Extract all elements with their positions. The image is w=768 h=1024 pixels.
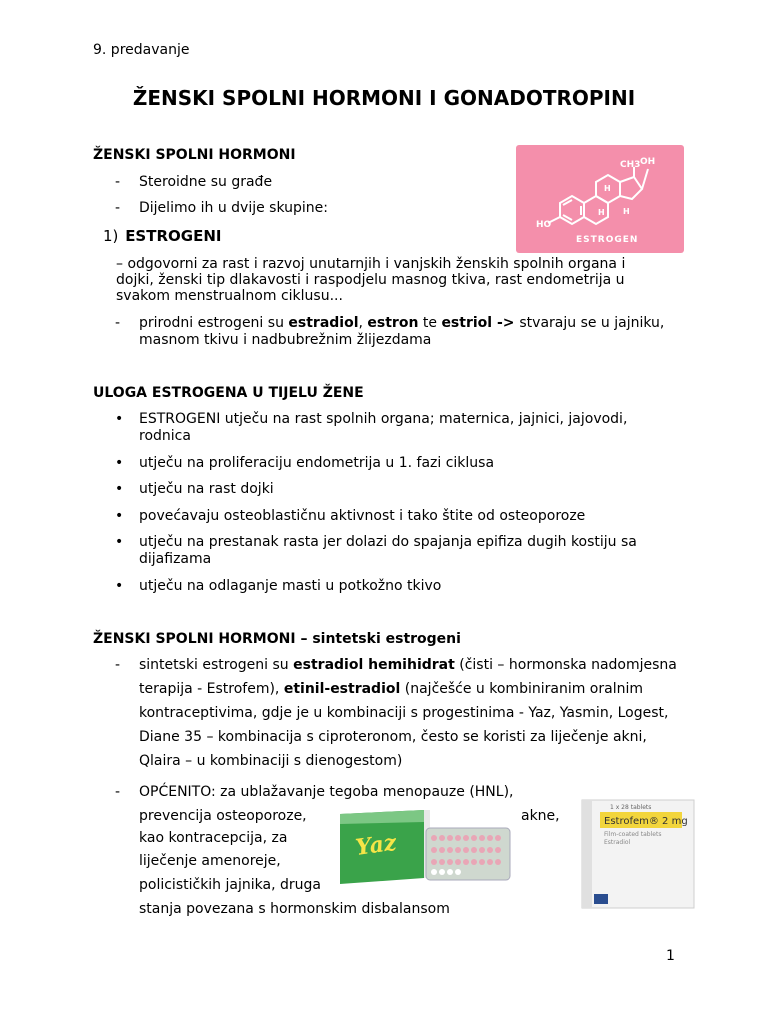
estrogen-structure-image (516, 145, 684, 253)
page-header: 9. predavanje (93, 42, 190, 58)
numbered-item (103, 227, 221, 245)
list-item (0, 534, 768, 568)
list-item (0, 508, 768, 525)
list-item-text: utječu na prestanak rasta jer dolazi do spajanja epifiza dugih kostiju sa dijafizama (139, 534, 637, 567)
list-item-text: Dijelimo ih u dvije skupine: (139, 200, 328, 216)
text-line: liječenje amenoreje, (139, 853, 281, 869)
estrofem-sub2: Estradiol (604, 839, 631, 846)
text-line: policističkih jajnika, druga (139, 877, 321, 893)
list-item-text: utječu na odlaganje masti u potkožno tkivo (139, 578, 442, 594)
h-label: H (604, 184, 611, 193)
list-item-text: utječu na proliferaciju endometrija u 1. fazi ciklusa (139, 455, 495, 471)
h-label: H (623, 207, 630, 216)
yaz-product-image (338, 808, 512, 886)
list-item-text: prirodni estrogeni su estradiol, estron te estriol -> stvaraju se u jajniku, masnom tkivu i nadbubrežnim žlijezdama (139, 315, 665, 348)
estrogen-molecule-drawing (516, 145, 684, 253)
h-label: H (598, 208, 605, 217)
numbered-marker: 1) (103, 227, 119, 245)
estrogen-label: ESTROGEN (576, 235, 639, 245)
list-item-text: ESTROGENI utječu na rast spolnih organa; maternica, jajnici, jajovodi, rodnica (139, 411, 628, 444)
text-line: kao kontracepcija, za (139, 830, 288, 846)
bullet-marker: • (115, 534, 124, 550)
bullet-marker: • (115, 481, 124, 497)
list-item (0, 411, 768, 445)
bullet-marker: • (115, 578, 124, 594)
bullet-marker: • (115, 455, 124, 471)
estrofem-product-image (580, 798, 696, 910)
list-item-text: povećavaju osteoblastičnu aktivnost i tako štite od osteoporoze (139, 508, 586, 524)
estrogen-description: – odgovorni za rast i razvoj unutarnjih i vanjskih ženskih spolnih organa i dojki, ženski tip dlakavosti i raspodjelu masnog tkiva, rast endometrija u svakom menstrualnom ciklusu... (116, 256, 626, 304)
list-item (0, 481, 768, 498)
estrofem-top: 1 x 28 tablets (610, 804, 652, 811)
dash-marker: - (115, 784, 121, 800)
dash-marker: - (115, 657, 121, 673)
dash-marker: - (115, 174, 121, 190)
text-line: stanja povezana s hormonskim disbalansom (139, 901, 450, 917)
list-item-text: Steroidne su građe (139, 174, 273, 190)
section-heading-synthetic: ŽENSKI SPOLNI HORMONI – sintetski estrogeni (93, 631, 461, 647)
estrofem-name: Estrofem® 2 mg (604, 816, 688, 827)
section-heading-hormones: ŽENSKI SPOLNI HORMONI (93, 147, 296, 163)
ho-left-label: HO (536, 220, 552, 230)
estrofem-sub1: Film-coated tablets (604, 831, 662, 838)
list-item (0, 578, 768, 595)
ch3-label: CH3 (620, 160, 641, 170)
dash-marker: - (115, 315, 121, 331)
list-item (0, 455, 768, 472)
text-line: prevencija osteoporoze, (139, 808, 307, 824)
bullet-marker: • (115, 411, 124, 427)
oh-top-label: OH (640, 157, 656, 167)
list-item (0, 653, 768, 773)
bullet-marker: • (115, 508, 124, 524)
text-line: akne, (521, 808, 560, 824)
numbered-label: ESTROGENI (125, 227, 222, 245)
list-item-text: OPĆENITO: za ublažavanje tegoba menopauze (HNL), (139, 784, 514, 800)
section-heading-role: ULOGA ESTROGENA U TIJELU ŽENE (93, 385, 364, 401)
list-item-text: sintetski estrogeni su estradiol hemihidrat (čisti – hormonska nadomjesna terapija - Estrofem), etinil-estradiol (najčešće u kombiniranim oralnim kontraceptivima, gdje je u kombinaciji s progestinima - Yaz, Yasmin, Logest, Diane 35 – kombinacija s ciproteronom, često se koristi za liječenje akni, Qlaira – u kombinaciji s dienogestom) (139, 657, 677, 769)
list-item-text: utječu na rast dojki (139, 481, 274, 497)
page-number: 1 (666, 948, 675, 964)
document-title: ŽENSKI SPOLNI HORMONI I GONADOTROPINI (132, 86, 636, 110)
yaz-brand: Yaz (353, 829, 398, 861)
dash-marker: - (115, 200, 121, 216)
list-item (0, 315, 768, 351)
